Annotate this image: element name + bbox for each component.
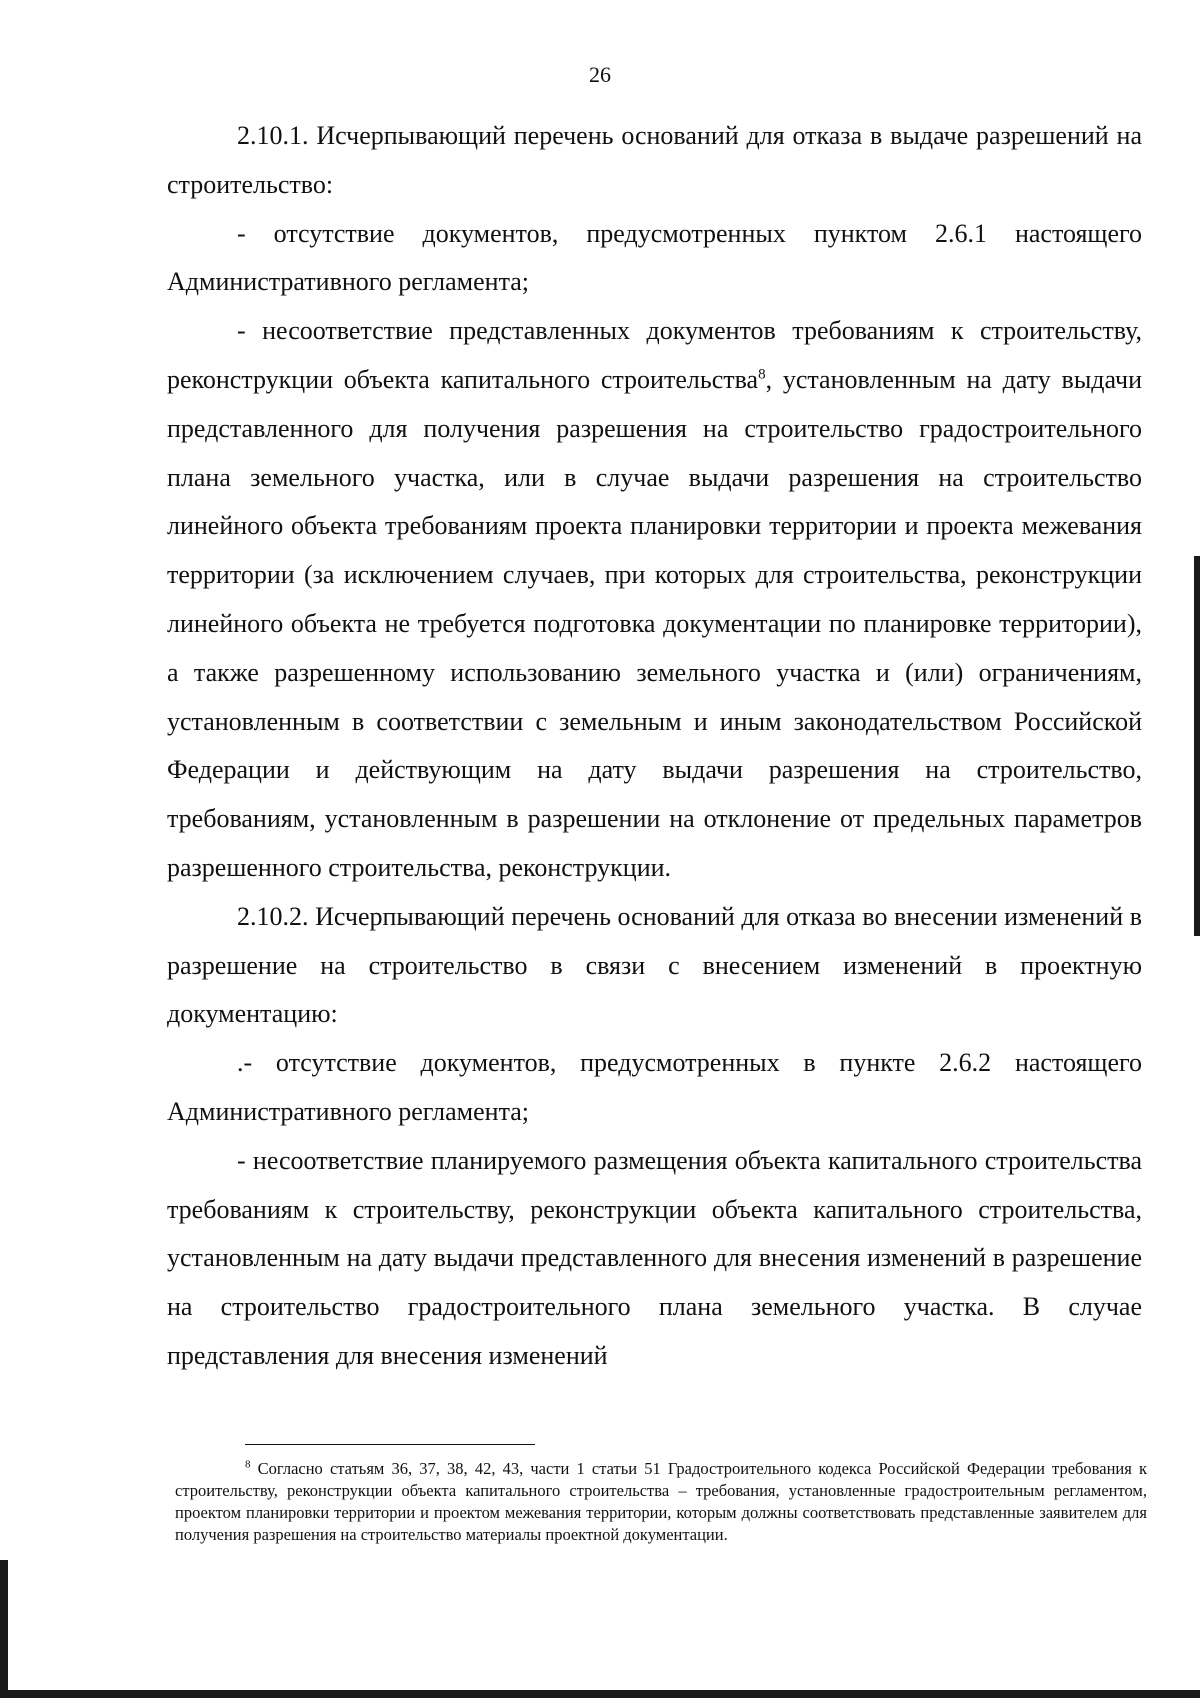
footnote-text: Согласно статьям 36, 37, 38, 42, 43, части 1 статьи 51 Градостроительного кодекса Российской Федерации требования к строительству, реконструкции объекта капитального строительства – требования, установленные градостроительным регламентом, проектом планировки территории и проектом межевания территории, которым должны соответствовать представленные заявителем для получения разрешения на строительство материалы проектной документации. <box>175 1459 1147 1544</box>
list-item-nonconformity-text-b: , установленным на дату выдачи представленного для получения разрешения на строительство градостроительного плана земельного участка, или в случае выдачи разрешения на строительство линейного объекта требованиям проекта планировки территории и проекта межевания территории (за исключением случаев, при которых для строительства, реконструкции линейного объекта не требуется подготовка документации по планировке территории), а также разрешенному использованию земельного участка и (или) ограничениям, установленным в соответствии с земельным и иным законодательством Российской Федерации и действующим на дату выдачи разрешения на строительство, требованиям, установленным в разрешении на отклонение от предельных параметров разрешенного строительства, реконструкции. <box>167 364 1143 882</box>
paragraph-2-10-2: 2.10.2. Исчерпывающий перечень оснований для отказа во внесении изменений в разрешение на строительство в связи с внесением изменений в проектную документацию: <box>167 901 1142 1029</box>
footnote-reference: 8 <box>758 366 766 383</box>
document-body <box>167 112 1142 1381</box>
list-item-nonconformity-2: - несоответствие планируемого размещения объекта капитального строительства требованиям к строительству, реконструкции объекта капитального строительства, установленным на дату выдачи представленного для внесения изменений в разрешение на строительство градостроительного плана земельного участка. В случае представления для внесения изменений <box>167 1145 1142 1370</box>
scan-edge-left <box>0 1560 8 1698</box>
scan-edge-bottom <box>0 1690 1200 1698</box>
list-item-missing-documents-2: .- отсутствие документов, предусмотренных в пункте 2.6.2 настоящего Административного регламента; <box>167 1048 1142 1126</box>
footnote-separator <box>245 1444 535 1445</box>
list-item-nonconformity-text-a: - несоответствие представленных документов требованиям к строительству, реконструкции объекта капитального строительства <box>167 316 1142 394</box>
paragraph-2-10-1: 2.10.1. Исчерпывающий перечень оснований для отказа в выдаче разрешений на строительство: <box>167 121 1142 199</box>
page-number: 26 <box>589 62 611 87</box>
list-item-nonconformity <box>167 307 1142 893</box>
scan-edge-right <box>1194 556 1200 936</box>
list-item-missing-documents: - отсутствие документов, предусмотренных пунктом 2.6.1 настоящего Административного регламента; <box>167 218 1142 297</box>
footnote <box>175 1458 1147 1546</box>
footnote-marker: 8 <box>245 1458 251 1471</box>
